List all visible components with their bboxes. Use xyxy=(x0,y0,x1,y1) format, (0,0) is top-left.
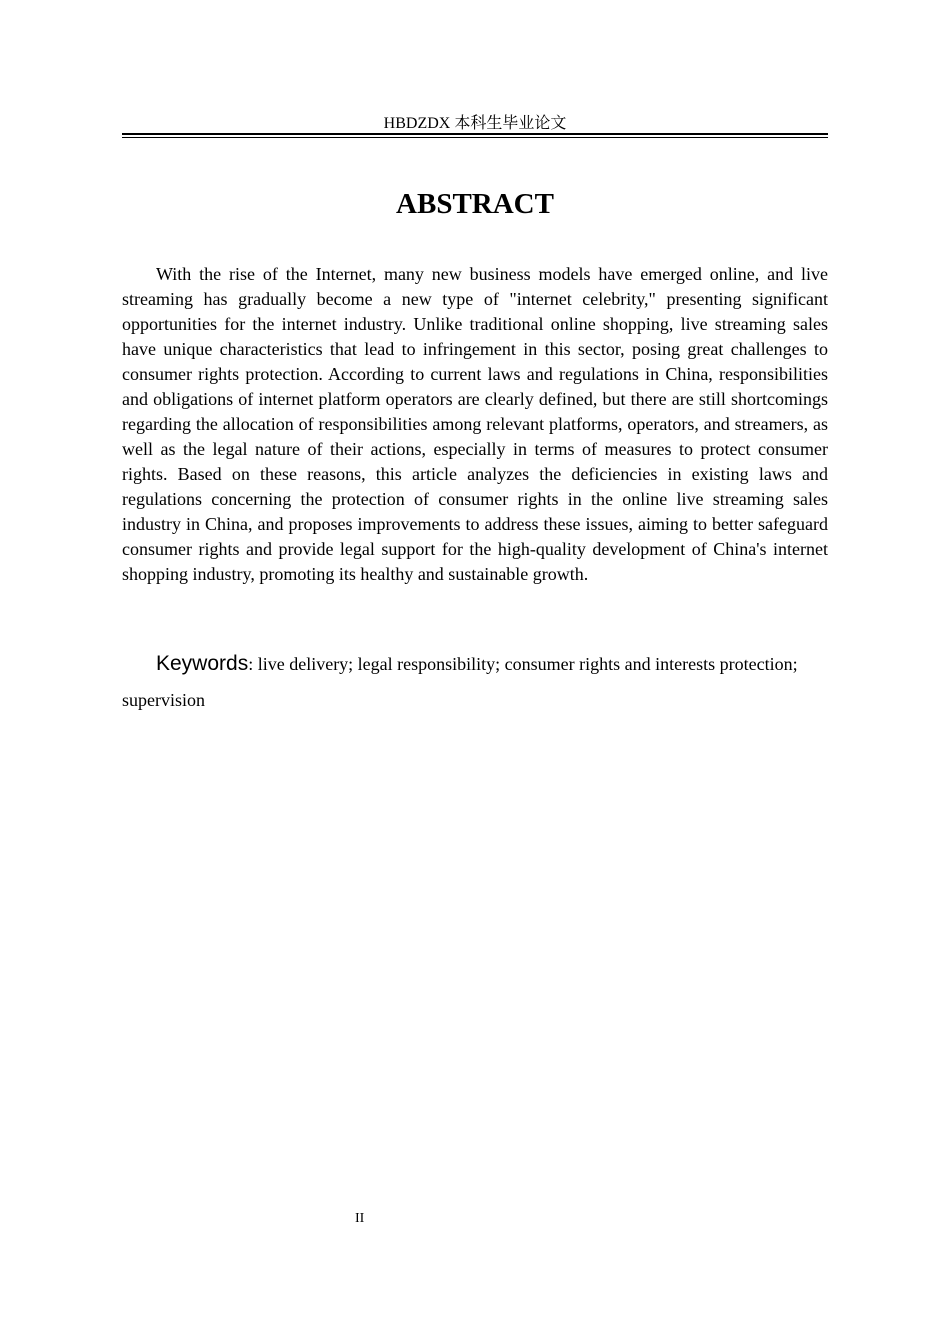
abstract-title: ABSTRACT xyxy=(396,188,554,220)
header-rule-thin xyxy=(122,137,828,138)
page-header: HBDZDX 本科生毕业论文 xyxy=(383,115,567,132)
abstract-body: With the rise of the Internet, many new business models have emerged online, and live streaming has gradually become a new type of "internet celebrity," presenting significant opportunities for the internet industry. Unlike traditional online shopping, live streaming sales have unique characteristics that lead to infringement in this sector, posing great challenges to consumer rights protection. According to current laws and regulations in China, responsibilities and obligations of internet platform operators are clearly defined, but there are still shortcomings regarding the allocation of responsibilities among relevant platforms, operators, and streamers, as well as the legal nature of their actions, especially in terms of measures to protect consumer rights. Based on these reasons, this article analyzes the deficiencies in existing laws and regulations concerning the protection of consumer rights in the online live streaming sales industry in China, and proposes improvements to address these issues, aiming to better safeguard consumer rights and provide legal support for the high-quality development of China's internet shopping industry, promoting its healthy and sustainable growth. xyxy=(122,264,828,584)
keywords-paragraph xyxy=(122,646,828,718)
keywords-text: live delivery; legal responsibility; consumer rights and interests protection; supervision xyxy=(122,654,798,710)
keywords-label: Keywords xyxy=(156,652,249,675)
keywords-separator: : xyxy=(248,654,254,674)
header-rule-thick xyxy=(122,133,828,135)
page-number: II xyxy=(355,1211,365,1226)
